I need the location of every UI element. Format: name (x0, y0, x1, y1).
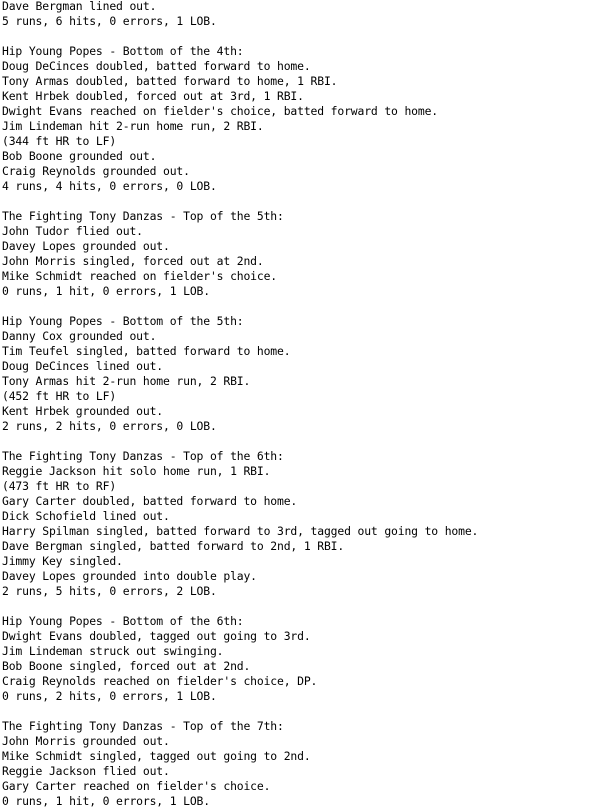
inning-summary-line: 0 runs, 1 hit, 0 errors, 1 LOB. (2, 794, 210, 808)
home-run-distance-line: (344 ft HR to LF) (2, 134, 117, 148)
play-line: Tim Teufel singled, batted forward to home. (2, 344, 291, 358)
half-inning-header: Hip Young Popes - Bottom of the 4th: (2, 44, 244, 58)
play-line: Dick Schofield lined out. (2, 509, 170, 523)
play-line: Davey Lopes grounded into double play. (2, 569, 257, 583)
play-line: John Morris singled, forced out at 2nd. (2, 254, 264, 268)
play-line: Bob Boone grounded out. (2, 149, 157, 163)
half-inning-header: The Fighting Tony Danzas - Top of the 7th: (2, 719, 284, 733)
inning-summary-line: 0 runs, 1 hit, 0 errors, 1 LOB. (2, 284, 210, 298)
play-line: Dwight Evans reached on fielder's choice, batted forward to home. (2, 104, 439, 118)
home-run-distance-line: (452 ft HR to LF) (2, 389, 117, 403)
play-line: Jimmy Key singled. (2, 554, 123, 568)
play-line: Reggie Jackson flied out. (2, 764, 170, 778)
play-line: Jim Lindeman hit 2-run home run, 2 RBI. (2, 119, 264, 133)
play-line: Bob Boone singled, forced out at 2nd. (2, 659, 251, 673)
blank-line (2, 29, 478, 44)
inning-summary-line: 2 runs, 2 hits, 0 errors, 0 LOB. (2, 419, 217, 433)
blank-line (2, 299, 478, 314)
play-line: Gary Carter doubled, batted forward to home. (2, 494, 298, 508)
play-line: Kent Hrbek doubled, forced out at 3rd, 1 RBI. (2, 89, 304, 103)
play-by-play-log (2, 0, 478, 809)
play-line: Reggie Jackson hit solo home run, 1 RBI. (2, 464, 271, 478)
blank-line (2, 599, 478, 614)
play-line: Jim Lindeman struck out swinging. (2, 644, 224, 658)
inning-summary-line: 4 runs, 4 hits, 0 errors, 0 LOB. (2, 179, 217, 193)
half-inning-header: Hip Young Popes - Bottom of the 6th: (2, 614, 244, 628)
half-inning-header: The Fighting Tony Danzas - Top of the 6th: (2, 449, 284, 463)
play-line: Tony Armas doubled, batted forward to home, 1 RBI. (2, 74, 338, 88)
play-line: Mike Schmidt singled, tagged out going to 2nd. (2, 749, 311, 763)
play-line: Doug DeCinces doubled, batted forward to home. (2, 59, 311, 73)
blank-line (2, 194, 478, 209)
home-run-distance-line: (473 ft HR to RF) (2, 479, 117, 493)
half-inning-header: Hip Young Popes - Bottom of the 5th: (2, 314, 244, 328)
inning-summary-line: 2 runs, 5 hits, 0 errors, 2 LOB. (2, 584, 217, 598)
play-line: Harry Spilman singled, batted forward to 3rd, tagged out going to home. (2, 524, 479, 538)
play-line: Mike Schmidt reached on fielder's choice. (2, 269, 278, 283)
play-line: Dave Bergman singled, batted forward to 2nd, 1 RBI. (2, 539, 345, 553)
play-line: Kent Hrbek grounded out. (2, 404, 163, 418)
half-inning-header: The Fighting Tony Danzas - Top of the 5th: (2, 209, 284, 223)
inning-summary-line: 0 runs, 2 hits, 0 errors, 1 LOB. (2, 689, 217, 703)
play-line: Dave Bergman lined out. (2, 0, 157, 13)
play-line: Danny Cox grounded out. (2, 329, 157, 343)
play-line: Davey Lopes grounded out. (2, 239, 170, 253)
play-line: John Tudor flied out. (2, 224, 143, 238)
inning-summary-line: 5 runs, 6 hits, 0 errors, 1 LOB. (2, 14, 217, 28)
play-line: Craig Reynolds grounded out. (2, 164, 190, 178)
blank-line (2, 704, 478, 719)
play-line: Craig Reynolds reached on fielder's choice, DP. (2, 674, 318, 688)
play-line: John Morris grounded out. (2, 734, 170, 748)
blank-line (2, 434, 478, 449)
play-line: Tony Armas hit 2-run home run, 2 RBI. (2, 374, 251, 388)
play-line: Dwight Evans doubled, tagged out going to 3rd. (2, 629, 311, 643)
play-line: Gary Carter reached on fielder's choice. (2, 779, 271, 793)
play-line: Doug DeCinces lined out. (2, 359, 163, 373)
